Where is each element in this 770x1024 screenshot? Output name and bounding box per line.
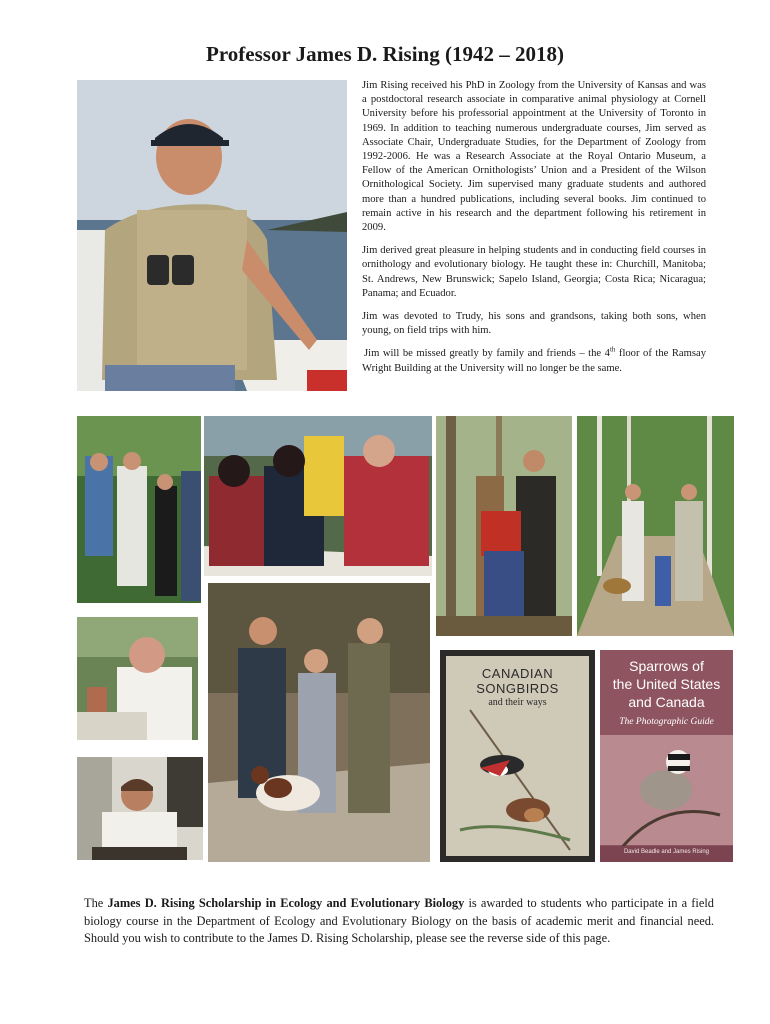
scholarship-name: James D. Rising Scholarship in Ecology and Evolutionary Biology bbox=[107, 896, 465, 910]
bio-paragraph bbox=[362, 347, 706, 375]
bio-paragraph: Jim was devoted to Trudy, his sons and grandsons, taking both sons, when young, on field trips with him. bbox=[362, 311, 706, 337]
songbirds-subtitle: and their ways bbox=[488, 697, 547, 708]
field-group-photo bbox=[77, 416, 201, 603]
trail-walk-photo bbox=[577, 416, 734, 636]
desk-portrait-photo bbox=[77, 617, 198, 740]
page-title: Professor James D. Rising (1942 – 2018) bbox=[206, 42, 564, 66]
footer-text: is awarded to students who participate in a field biology course in the Department of Ecology and Evolutionary Biology on the basis of academic merit and financial need. Should you wish to contribute to the James D. Rising Scholarship, please see the reverse side of this page. bbox=[84, 896, 714, 945]
office-portrait-photo bbox=[77, 757, 203, 860]
sparrows-title-2: the United States bbox=[612, 676, 721, 692]
bio-paragraph: Jim Rising received his PhD in Zoology from the University of Kansas and was a postdoctoral research associate in comparative animal physiology at Cornell University before his professorial appointment at the University of Toronto in 1969. In addition to teaching numerous undergraduate courses, Jim served as Associate Chair, Undergraduate Studies, for the Department of Zoology from 1992-2006. He was a Research Associate at the Royal Ontario Museum, a Fellow of the American Ornithologists’ Union and a President of the Wilson Ornithological Society. Jim supervised many graduate students and authored more than a hundred publications, including several books. Jim continued to remain active in his research and the department following his retirement in 2009. bbox=[362, 80, 706, 234]
portrait-photo bbox=[77, 80, 347, 391]
bio-text: Jim will be missed greatly by family and friends – the 4 bbox=[364, 348, 610, 360]
songbirds-title-2: SONGBIRDS bbox=[476, 681, 559, 696]
students-map-photo bbox=[204, 416, 432, 576]
bio-text: floor of the Ramsay Wright Building at the University will no longer be the same. bbox=[362, 348, 706, 374]
bio-superscript: th bbox=[609, 345, 616, 354]
footer-text: The bbox=[84, 896, 108, 910]
sparrows-authors: David Beadle and James Rising bbox=[623, 849, 710, 855]
songbirds-title-1: CANADIAN bbox=[481, 666, 554, 681]
scholarship-notice bbox=[84, 895, 714, 948]
father-sons-dog-photo bbox=[208, 583, 430, 862]
forest-reading-photo bbox=[436, 416, 572, 636]
bio-paragraph: Jim derived great pleasure in helping students and in conducting field courses in ornithology and evolutionary biology. He taught these in: Churchill, Manitoba; St. Andrews, New Brunswick; Sapelo Island, Georgia; Costa Rica; Nicaragua; Panama; and Ecuador. bbox=[362, 245, 706, 299]
book-cover-canadian-songbirds bbox=[440, 650, 595, 862]
biography-text bbox=[362, 79, 706, 385]
sparrows-title-3: and Canada bbox=[628, 694, 705, 710]
book-cover-sparrows bbox=[600, 650, 733, 862]
sparrows-title-1: Sparrows of bbox=[629, 658, 704, 674]
sparrows-subtitle: The Photographic Guide bbox=[619, 717, 714, 727]
